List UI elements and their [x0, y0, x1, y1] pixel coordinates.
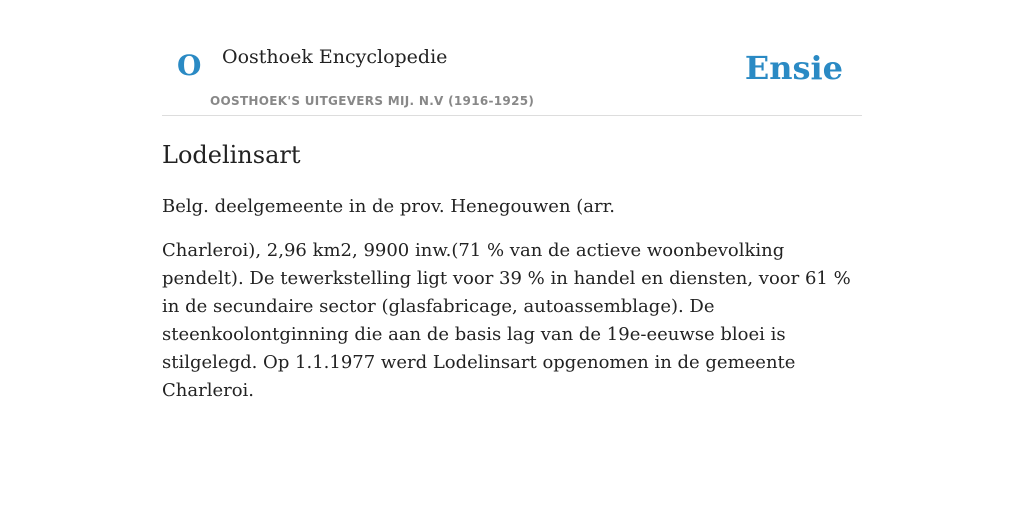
article-title: Lodelinsart: [162, 141, 301, 169]
brand-logo-link[interactable]: Ensie: [744, 49, 843, 87]
site-subtitle: OOSTHOEK'S UITGEVERS MIJ. N.V (1916-1925): [210, 94, 535, 108]
logo-mark[interactable]: O: [177, 49, 202, 82]
site-title-link[interactable]: Oosthoek Encyclopedie: [222, 46, 448, 68]
site-header: [162, 0, 862, 116]
article-paragraph: Charleroi), 2,96 km2, 9900 inw.(71 % van de actieve woonbevolking pendelt). De tewerkstelling ligt voor 39 % in handel en diensten, voor 61 % in de secundaire sector (glasfabricage, autoassemblage). De steenkoolontginning die aan de basis lag van de 19e-eeuwse bloei is stilgelegd. Op 1.1.1977 werd Lodelinsart opgenomen in de gemeente Charleroi.: [162, 240, 851, 402]
page: [162, 0, 862, 405]
article-paragraph: Belg. deelgemeente in de prov. Henegouwen (arr.: [162, 196, 615, 218]
article: [162, 116, 862, 405]
